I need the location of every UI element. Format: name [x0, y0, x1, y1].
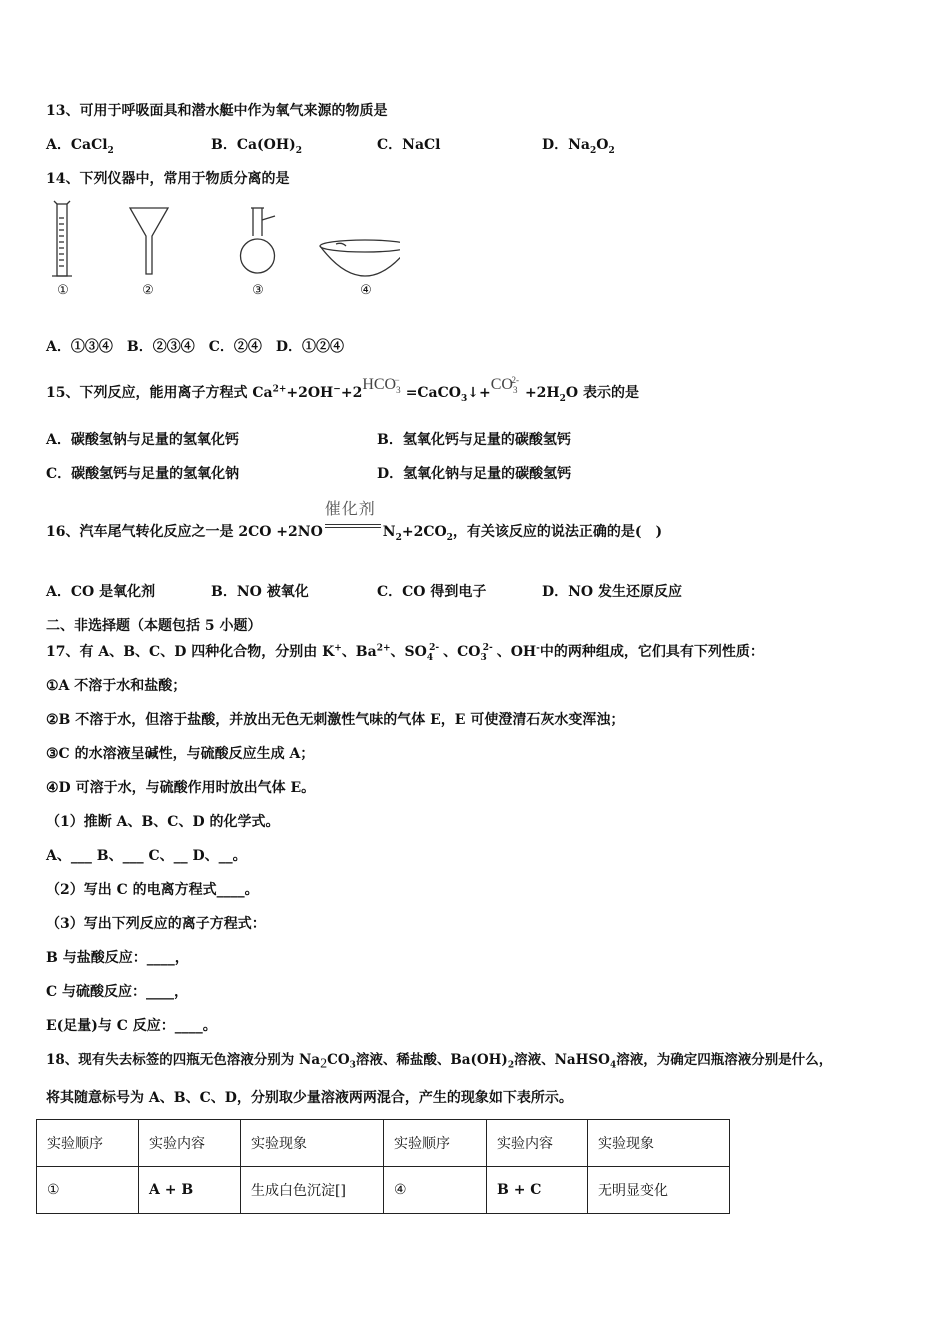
q16-option-b: B．NO 被氧化: [211, 584, 309, 600]
table-cell: B + C: [487, 1167, 588, 1214]
table-cell: ④: [384, 1167, 487, 1214]
evaporating-dish-icon: [320, 240, 400, 276]
table-cell: ①: [37, 1167, 139, 1214]
table-header-cell: 实验内容: [487, 1120, 588, 1167]
q13-stem: 13、可用于呼吸面具和潜水艇中作为氧气来源的物质是: [46, 103, 388, 119]
q17-property-1: ①A 不溶于水和盐酸；: [46, 678, 187, 694]
q18-results-table: [36, 1119, 730, 1214]
q14-instruments: [40, 198, 400, 303]
section-title: 二、非选择题（本题包括 5 小题）: [46, 618, 262, 634]
q14-label-3: ③: [252, 283, 264, 298]
q15-stem: 15、下列反应，能用离子方程式 $Ca^{2+}+2OH^-+2HCO_3^-=CaCO_3↓+CO_3^{2-}+2H_2O$ 表示的是: [46, 374, 639, 404]
q15-option-d: D．氢氧化钠与足量的碳酸氢钙: [377, 466, 572, 482]
bicarbonate-ion: $HCO_3^-$: [362, 374, 401, 396]
q18-stem: 18、现有失去标签的四瓶无色溶液分别为 $Na_2CO_3$溶液、稀盐酸、$Ba(OH)_2$溶液、NaHSO$_4$溶液，为确定四瓶溶液分别是什么，: [46, 1052, 833, 1072]
q16-option-a: A．CO 是氧化剂: [46, 584, 156, 600]
q17-property-4: ④D 可溶于水，与硫酸作用时放出气体 E。: [46, 780, 316, 796]
catalyst-arrow: 催化剂: [323, 522, 383, 542]
q16-option-d: D．NO 发生还原反应: [542, 584, 683, 600]
q13-option-a: A．CaCl$_2$: [46, 137, 114, 156]
q15-option-c: C．碳酸氢钙与足量的氢氧化钠: [46, 466, 240, 482]
table-cell: A + B: [139, 1167, 241, 1214]
q15-option-a: A．碳酸氢钠与足量的氢氧化钙: [46, 432, 239, 448]
q17-reaction-2: C 与硫酸反应：____，: [46, 984, 189, 1000]
table-header-row: [37, 1120, 730, 1167]
table-cell: 无明显变化: [588, 1167, 730, 1214]
q17-sub-2: （2）写出 C 的电离方程式____。: [46, 882, 259, 898]
q17-stem: 17、有 A、B、C、D 四种化合物，分别由 K+、$Ba^{2+}$、$SO_4^{2-}$ 、$CO_3^{2-}$ 、OH-中的两种组成，它们具有下列性质：: [46, 643, 764, 663]
table-header-cell: 实验现象: [588, 1120, 730, 1167]
q13-option-b: B．$Ca(OH)_2$: [211, 137, 302, 156]
table-cell: 生成白色沉淀[]: [241, 1167, 384, 1214]
q16-option-c: C．CO 得到电子: [377, 584, 487, 600]
q17-reaction-3: E(足量)与 C 反应：____。: [46, 1018, 217, 1034]
graduated-cylinder-icon: [52, 201, 72, 276]
q17-sub-3: （3）写出下列反应的离子方程式：: [46, 916, 266, 932]
q14-stem: 14、下列仪器中，常用于物质分离的是: [46, 171, 290, 187]
q13-option-c: C．NaCl: [377, 137, 441, 153]
table-header-cell: 实验现象: [241, 1120, 384, 1167]
q17-property-2: ②B 不溶于水，但溶于盐酸，并放出无色无刺激性气味的气体 E，E 可使澄清石灰水变浑浊；: [46, 712, 625, 728]
q17-reaction-1: B 与盐酸反应：____，: [46, 950, 189, 966]
q14-label-4: ④: [360, 283, 372, 298]
q17-sub-1-answers: A、___ B、___ C、__ D、__。: [46, 848, 247, 864]
funnel-icon: [130, 208, 168, 274]
q14-label-1: ①: [57, 283, 69, 298]
carbonate-ion: $CO_3^{2-}$: [490, 374, 519, 396]
q14-label-2: ②: [142, 283, 154, 298]
distillation-flask-icon: [241, 208, 276, 273]
q17-sub-1: （1）推断 A、B、C、D 的化学式。: [46, 814, 280, 830]
table-row: [37, 1167, 730, 1214]
q16-stem: 16、汽车尾气转化反应之一是 2CO +2NO 催化剂 $N_2+2CO_2$，有关该反应的说法正确的是( ): [46, 499, 663, 543]
table-header-cell: 实验顺序: [37, 1120, 139, 1167]
table-header-cell: 实验内容: [139, 1120, 241, 1167]
q13-option-d: D．$Na_2O_2$: [542, 137, 615, 156]
q14-options: A．①③④ B．②③④ C．②④ D．①②④: [46, 339, 344, 355]
q17-property-3: ③C 的水溶液呈碱性，与硫酸反应生成 A；: [46, 746, 315, 762]
q15-option-b: B．氢氧化钙与足量的碳酸氢钙: [377, 432, 571, 448]
q18-stem-2: 将其随意标号为 A、B、C、D，分别取少量溶液两两混合，产生的现象如下表所示。: [46, 1090, 573, 1106]
table-header-cell: 实验顺序: [384, 1120, 487, 1167]
